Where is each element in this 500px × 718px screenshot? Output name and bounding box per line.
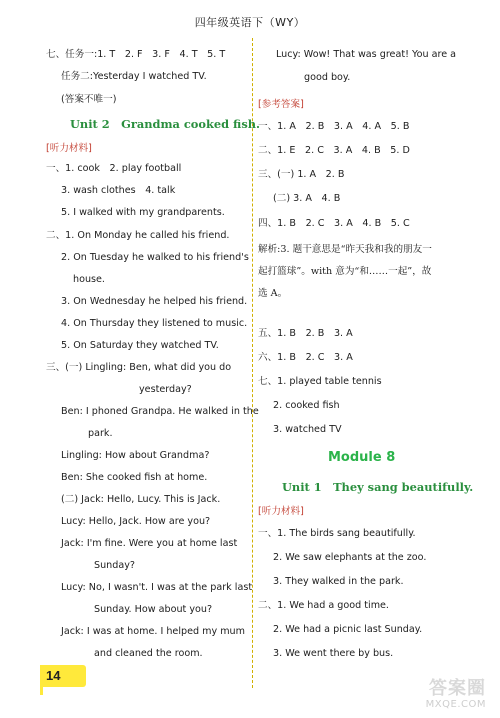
explanation-line: 起打篮球”。with 意为“和……一起”，故 xyxy=(258,266,432,277)
answer-line: house. xyxy=(73,274,105,285)
answer-line: 3. watched TV xyxy=(273,424,342,435)
dialogue-line: yesterday? xyxy=(139,384,192,395)
explanation-line: 选 A。 xyxy=(258,288,288,299)
dialogue-line: Lucy: Wow! That was great! You are a xyxy=(276,49,457,60)
dialogue-line: 三、(一) Lingling: Ben, what did you do xyxy=(46,362,232,373)
explanation-line: 解析:3. 题干意思是“昨天我和我的朋友一 xyxy=(258,244,432,255)
dialogue-line: and cleaned the room. xyxy=(94,648,203,659)
dialogue-line: Lucy: Hello, Jack. How are you? xyxy=(61,516,211,527)
answer-line: 二、1. E 2. C 3. A 4. B 5. D xyxy=(258,145,410,156)
answer-line: 三、(一) 1. A 2. B xyxy=(258,169,345,180)
task-two-line: 任务二:Yesterday I watched TV. xyxy=(61,71,207,82)
page-number: 14 xyxy=(46,668,61,683)
task-answers-line: 七、任务一:1. T 2. F 3. F 4. T 5. T xyxy=(46,49,226,60)
answer-line: 3. We went there by bus. xyxy=(273,648,394,659)
answer-line: 七、1. played table tennis xyxy=(258,376,382,387)
answer-line: 2. We saw elephants at the zoo. xyxy=(273,552,427,563)
page-number-badge xyxy=(40,665,86,687)
answer-line: (二) 3. A 4. B xyxy=(273,193,341,204)
answer-line: 五、1. B 2. B 3. A xyxy=(258,328,353,339)
answer-line: 5. I walked with my grandparents. xyxy=(61,207,225,218)
dialogue-line: Ben: I phoned Grandpa. He walked in the xyxy=(61,406,259,417)
dialogue-line: Lucy: No, I wasn't. I was at the park last xyxy=(61,582,253,593)
answer-line: 一、1. cook 2. play football xyxy=(46,163,182,174)
dialogue-line: Ben: She cooked fish at home. xyxy=(61,472,208,483)
answer-line: 3. wash clothes 4. talk xyxy=(61,185,176,196)
unit-heading: Unit 1 They sang beautifully. xyxy=(282,480,474,494)
answer-line: 5. On Saturday they watched TV. xyxy=(61,340,219,351)
answer-line: 一、1. A 2. B 3. A 4. A 5. B xyxy=(258,121,410,132)
dialogue-line: Jack: I was at home. I helped my mum xyxy=(61,626,245,637)
answer-line: 2. We had a picnic last Sunday. xyxy=(273,624,423,635)
dialogue-line: Jack: I'm fine. Were you at home last xyxy=(61,538,238,549)
answer-line: 二、1. We had a good time. xyxy=(258,600,389,611)
listening-material-tag: [听力材料] xyxy=(258,506,304,517)
answer-line: 3. They walked in the park. xyxy=(273,576,404,587)
module-heading: Module 8 xyxy=(328,450,396,465)
answer-line: 4. On Thursday they listened to music. xyxy=(61,318,248,329)
column-divider xyxy=(252,38,253,688)
listening-material-tag: [听力材料] xyxy=(46,143,92,154)
answer-line: 二、1. On Monday he called his friend. xyxy=(46,230,230,241)
answer-line: 3. On Wednesday he helped his friend. xyxy=(61,296,248,307)
dialogue-line: park. xyxy=(88,428,113,439)
answer-line: 2. cooked fish xyxy=(273,400,340,411)
dialogue-line: Sunday. How about you? xyxy=(94,604,213,615)
dialogue-line: (二) Jack: Hello, Lucy. This is Jack. xyxy=(61,494,221,505)
answer-line: 四、1. B 2. C 3. A 4. B 5. C xyxy=(258,218,410,229)
reference-answer-tag: [参考答案] xyxy=(258,99,304,110)
answer-line: 2. On Tuesday he walked to his friend's xyxy=(61,252,249,263)
answer-note: (答案不唯一) xyxy=(61,94,117,105)
answer-line: 六、1. B 2. C 3. A xyxy=(258,352,353,363)
dialogue-line: Lingling: How about Grandma? xyxy=(61,450,210,461)
dialogue-line: good boy. xyxy=(304,72,351,83)
unit-heading: Unit 2 Grandma cooked fish. xyxy=(70,117,260,131)
watermark-text-bottom: MXQE.COM xyxy=(425,699,486,710)
watermark-text-top: 答案圈 xyxy=(429,678,486,699)
page-header-title: 四年级英语下（WY） xyxy=(194,16,306,29)
answer-line: 一、1. The birds sang beautifully. xyxy=(258,528,416,539)
dialogue-line: Sunday? xyxy=(94,560,135,571)
watermark-logo xyxy=(410,674,486,710)
